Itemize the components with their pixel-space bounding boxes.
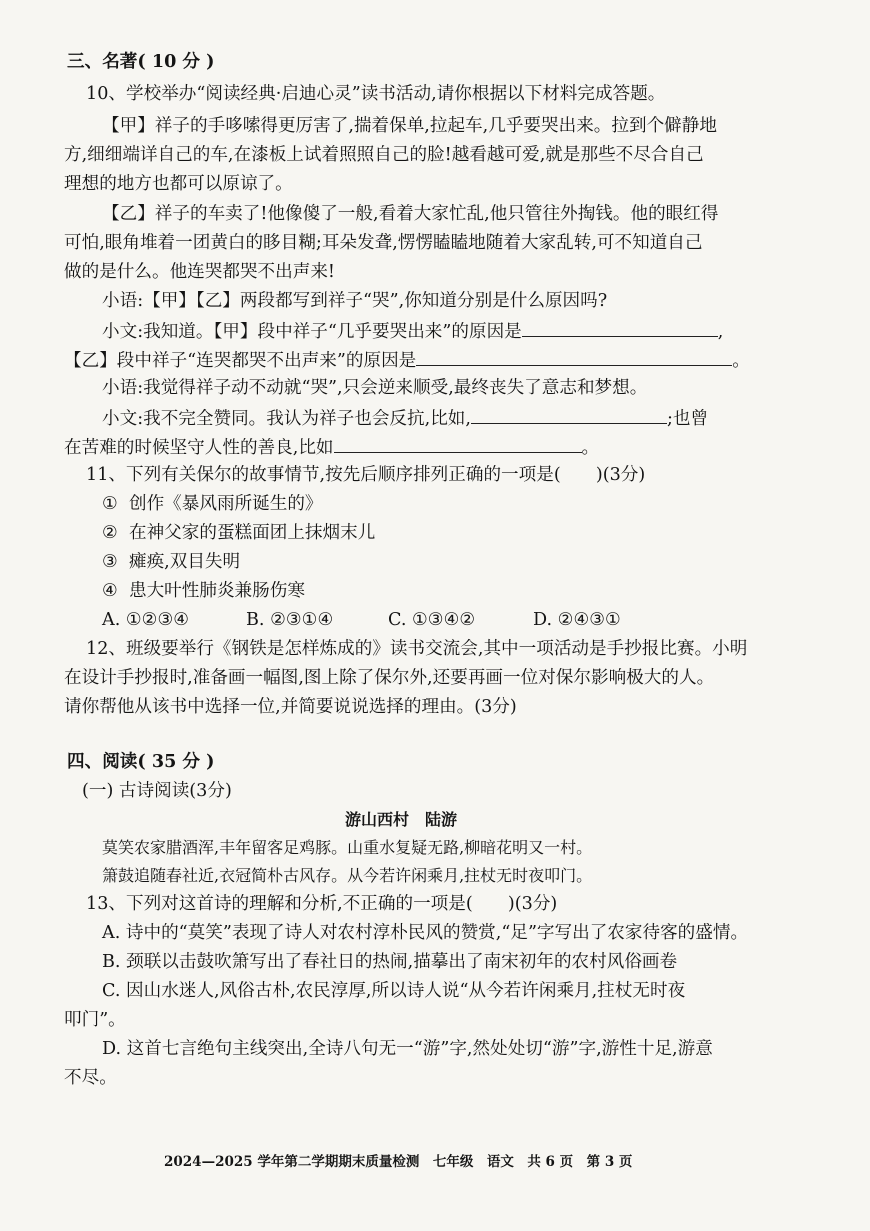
item-mark: ④ (102, 581, 118, 601)
dialog-line: 小语:我觉得祥子动不动就“哭”,只会逆来顺受,最终丧失了意志和梦想。 (102, 378, 648, 398)
option-letter: C. (388, 610, 407, 630)
option-text: ①②③④ (125, 610, 189, 630)
item-text: 瘫痪,双目失明 (128, 552, 241, 572)
q11-option-a[interactable] (102, 608, 189, 632)
passage-jia-line: 理想的地方也都可以原谅了。 (64, 174, 293, 194)
answer-blank[interactable] (471, 405, 667, 424)
item-mark: ② (102, 523, 118, 543)
dialog-line: 小语:【甲】【乙】两段都写到祥子“哭”,你知道分别是什么原因吗? (102, 291, 608, 311)
option-text: ①③④② (412, 610, 476, 630)
dialog-text: ;也曾 (667, 409, 709, 429)
dialog-line (64, 434, 599, 460)
q11-stem: 11、下列有关保尔的故事情节,按先后顺序排列正确的一项是( )(3分) (86, 465, 646, 485)
q12-line: 12、班级要举行《钢铁是怎样炼成的》读书交流会,其中一项活动是手抄报比赛。小明 (86, 639, 748, 659)
q11-item (102, 579, 305, 603)
subsection-heading: (一) 古诗阅读(3分) (82, 781, 232, 801)
option-letter: B. (246, 610, 265, 630)
q13-option-c-cont: 叩门”。 (64, 1010, 126, 1030)
dialog-text: 小文:我不完全赞同。我认为祥子也会反抗,比如, (102, 409, 471, 429)
dialog-text: 【乙】段中祥子“连哭都哭不出声来”的原因是 (64, 351, 417, 371)
page-footer: 2024—2025 学年第二学期期末质量检测 七年级 语文 共 6 页 第 3 页 (164, 1154, 633, 1170)
dialog-line (102, 405, 708, 431)
q13-option-b[interactable]: B. 颈联以击鼓吹箫写出了春社日的热闹,描摹出了南宋初年的农村风俗画卷 (102, 952, 678, 972)
dialog-text: 。 (732, 351, 750, 371)
item-mark: ③ (102, 552, 118, 572)
dialog-text: , (717, 322, 724, 342)
dialog-text: 在苦难的时候坚守人性的善良,比如 (64, 438, 334, 458)
section-heading-yuedu: 四、阅读( 35 分 ) (67, 751, 215, 772)
passage-yi-line: 做的是什么。他连哭都哭不出声来! (64, 262, 335, 282)
q13-option-d-cont: 不尽。 (64, 1068, 117, 1088)
q13-option-d[interactable]: D. 这首七言绝句主线突出,全诗八句无一“游”字,然处处切“游”字,游性十足,游意 (102, 1039, 713, 1059)
q11-option-b[interactable] (246, 608, 333, 632)
option-letter: D. (533, 610, 553, 630)
dialog-text: 小文:我知道。【甲】段中祥子“几乎要哭出来”的原因是 (102, 322, 522, 342)
q11-item (102, 492, 323, 516)
passage-yi-line: 可怕,眼角堆着一团黄白的眵目糊;耳朵发聋,愣愣瞌瞌地随着大家乱转,可不知道自己 (64, 233, 703, 253)
answer-blank[interactable] (334, 434, 582, 453)
q13-option-a[interactable]: A. 诗中的“莫笑”表现了诗人对农村淳朴民风的赞赏,“足”字写出了农家待客的盛情。 (102, 923, 749, 943)
dialog-line (102, 318, 723, 344)
q13-stem: 13、下列对这首诗的理解和分析,不正确的一项是( )(3分) (86, 894, 558, 914)
q11-item (102, 521, 375, 545)
option-letter: A. (102, 610, 121, 630)
q13-option-c[interactable]: C. 因山水迷人,风俗古朴,农民淳厚,所以诗人说“从今若许闲乘月,拄杖无时夜 (102, 981, 686, 1001)
dialog-line (64, 347, 750, 373)
item-text: 在神父家的蛋糕面团上抹烟末儿 (128, 523, 376, 543)
q11-option-c[interactable] (388, 608, 475, 632)
q11-option-d[interactable] (533, 608, 621, 632)
section-heading-mingzhu: 三、名著( 10 分 ) (67, 51, 215, 72)
passage-jia-line: 【甲】祥子的手哆嗦得更厉害了,揣着保单,拉起车,几乎要哭出来。拉到个僻静地 (102, 116, 717, 136)
item-text: 创作《暴风雨所诞生的》 (128, 494, 323, 514)
poem-line: 箫鼓追随春社近,衣冠简朴古风存。从今若许闲乘月,拄杖无时夜叩门。 (102, 866, 593, 885)
q11-item (102, 550, 240, 574)
poem-title: 游山西村 陆游 (345, 810, 458, 829)
passage-yi-line: 【乙】祥子的车卖了!他像傻了一般,看着大家忙乱,他只管往外掏钱。他的眼红得 (102, 204, 719, 224)
answer-blank[interactable] (416, 347, 732, 366)
option-text: ②④③① (557, 610, 621, 630)
answer-blank[interactable] (522, 318, 718, 337)
q12-line: 在设计手抄报时,准备画一幅图,图上除了保尔外,还要再画一位对保尔影响极大的人。 (64, 668, 715, 688)
q12-line: 请你帮他从该书中选择一位,并简要说说选择的理由。(3分) (64, 697, 517, 717)
option-text: ②③①④ (270, 610, 334, 630)
passage-jia-line: 方,细细端详自己的车,在漆板上试着照照自己的脸!越看越可爱,就是那些不尽合自己 (64, 145, 704, 165)
dialog-text: 。 (581, 438, 600, 458)
item-mark: ① (102, 494, 118, 514)
q10-stem: 10、学校举办“阅读经典·启迪心灵”读书活动,请你根据以下材料完成答题。 (86, 84, 666, 104)
item-text: 患大叶性肺炎兼肠伤寒 (128, 581, 305, 601)
poem-line: 莫笑农家腊酒浑,丰年留客足鸡豚。山重水复疑无路,柳暗花明又一村。 (102, 838, 593, 857)
